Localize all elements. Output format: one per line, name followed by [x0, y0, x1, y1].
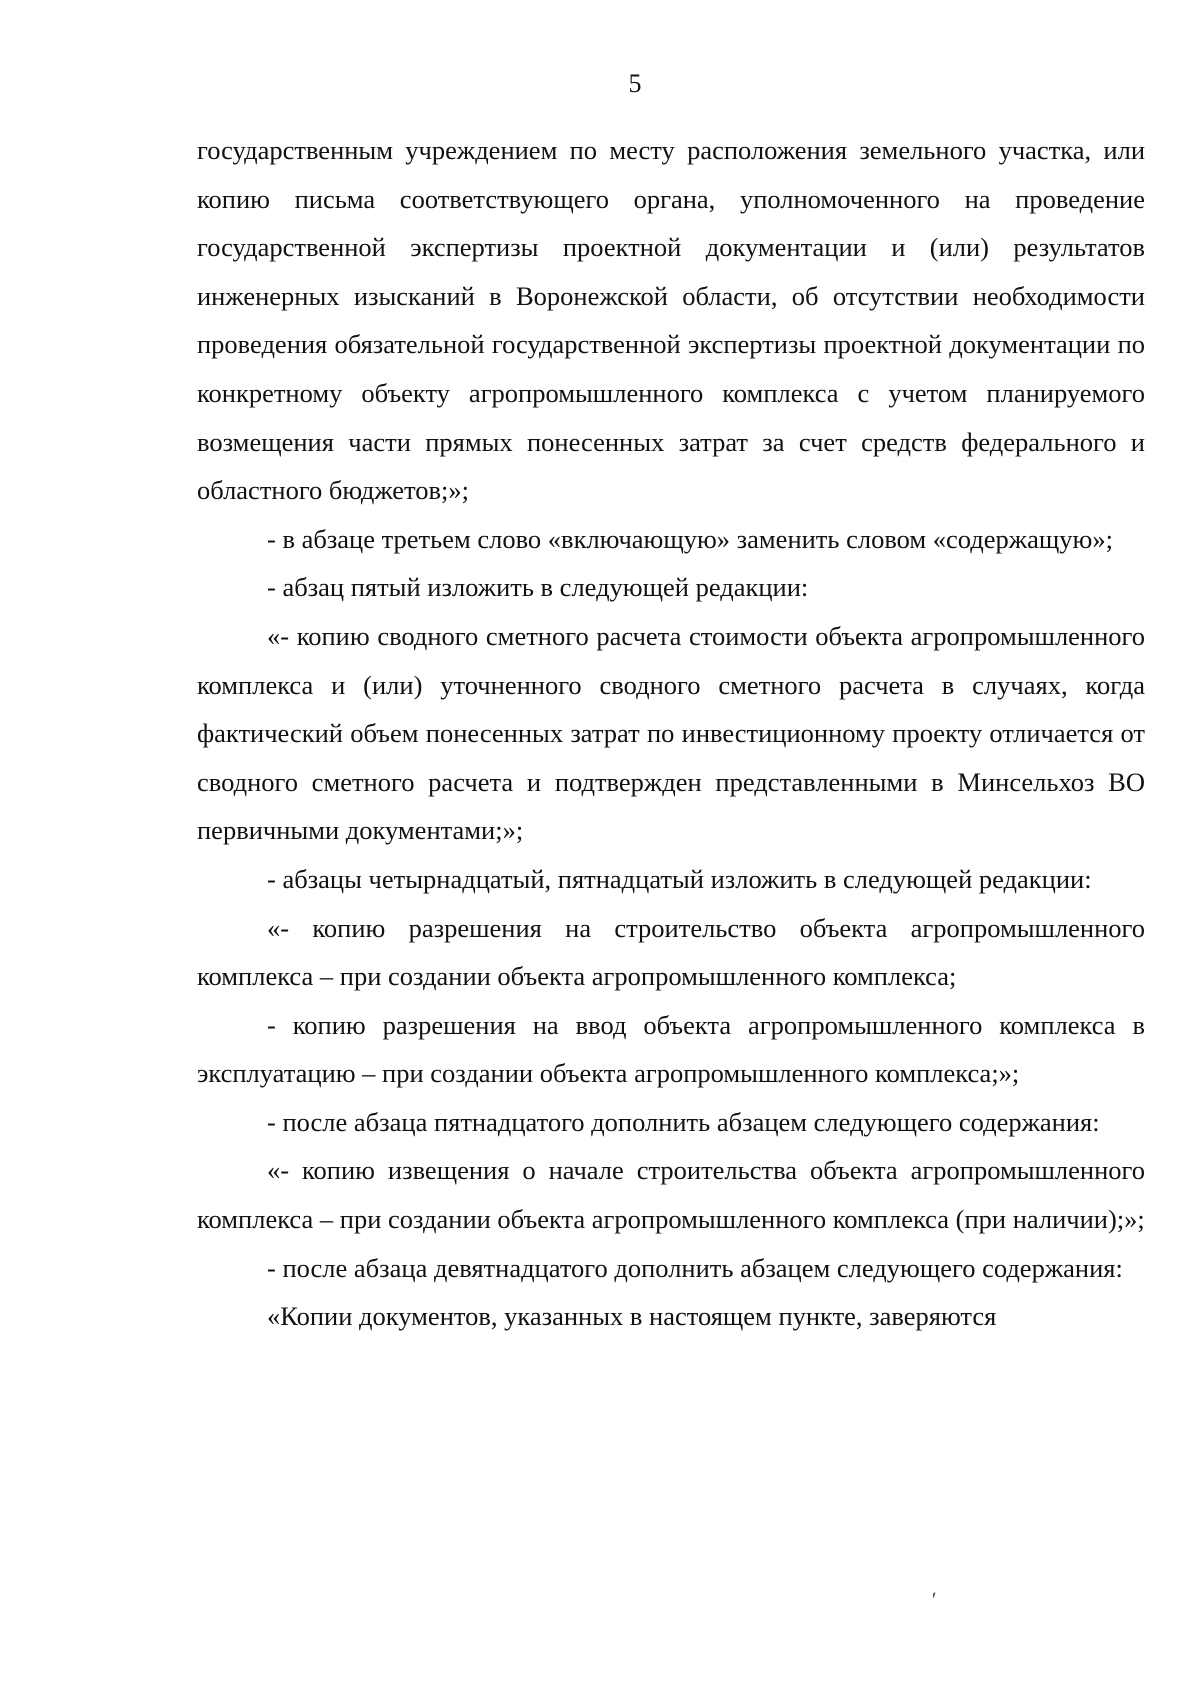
paragraph: - копию разрешения на ввод объекта агропромышленного комплекса в эксплуатацию – при создании объекта агропромышленного комплекса;»;: [197, 1009, 1145, 1089]
paragraph: - абзацы четырнадцатый, пятнадцатый изложить в следующей редакции:: [267, 863, 1092, 894]
paragraph: «Копии документов, указанных в настоящем пункте, заверяются: [267, 1301, 997, 1332]
paragraph: - после абзаца пятнадцатого дополнить абзацем следующего содержания:: [267, 1106, 1100, 1137]
document-body: [197, 126, 1145, 1341]
paragraph: «- копию извещения о начале строительства объекта агропромышленного комплекса – при создании объекта агропромышленного комплекса (при наличии);»;: [197, 1155, 1145, 1235]
paragraph: государственным учреждением по месту расположения земельного участка, или копию письма соответствующего органа, уполномоченного на проведение государственной экспертизы проектной документации и (или) результатов инженерных изысканий в Воронежской области, об отсутствии необходимости проведения обязательной государственной экспертизы проектной документации по конкретному объекту агропромышленного комплекса с учетом планируемого возмещения части прямых понесенных затрат за счет средств федерального и областного бюджетов;»;: [197, 135, 1145, 506]
paragraph: - после абзаца девятнадцатого дополнить абзацем следующего содержания:: [267, 1252, 1123, 1283]
page-number: 5: [628, 69, 642, 98]
paragraph: «- копию разрешения на строительство объекта агропромышленного комплекса – при создании объекта агропромышленного комплекса;: [197, 912, 1145, 992]
paragraph: - абзац пятый изложить в следующей редакции:: [267, 572, 809, 603]
paragraph: - в абзаце третьем слово «включающую» заменить словом «содержащую»;: [267, 523, 1113, 554]
paragraph: «- копию сводного сметного расчета стоимости объекта агропромышленного комплекса и (или) уточненного сводного сметного расчета в случаях, когда фактический объем понесенных затрат по инвестиционному проекту отличается от сводного сметного расчета и подтвержден представленными в Минсельхоз ВО первичными документами;»;: [197, 620, 1145, 846]
scan-speck: ʹ: [932, 1589, 937, 1611]
